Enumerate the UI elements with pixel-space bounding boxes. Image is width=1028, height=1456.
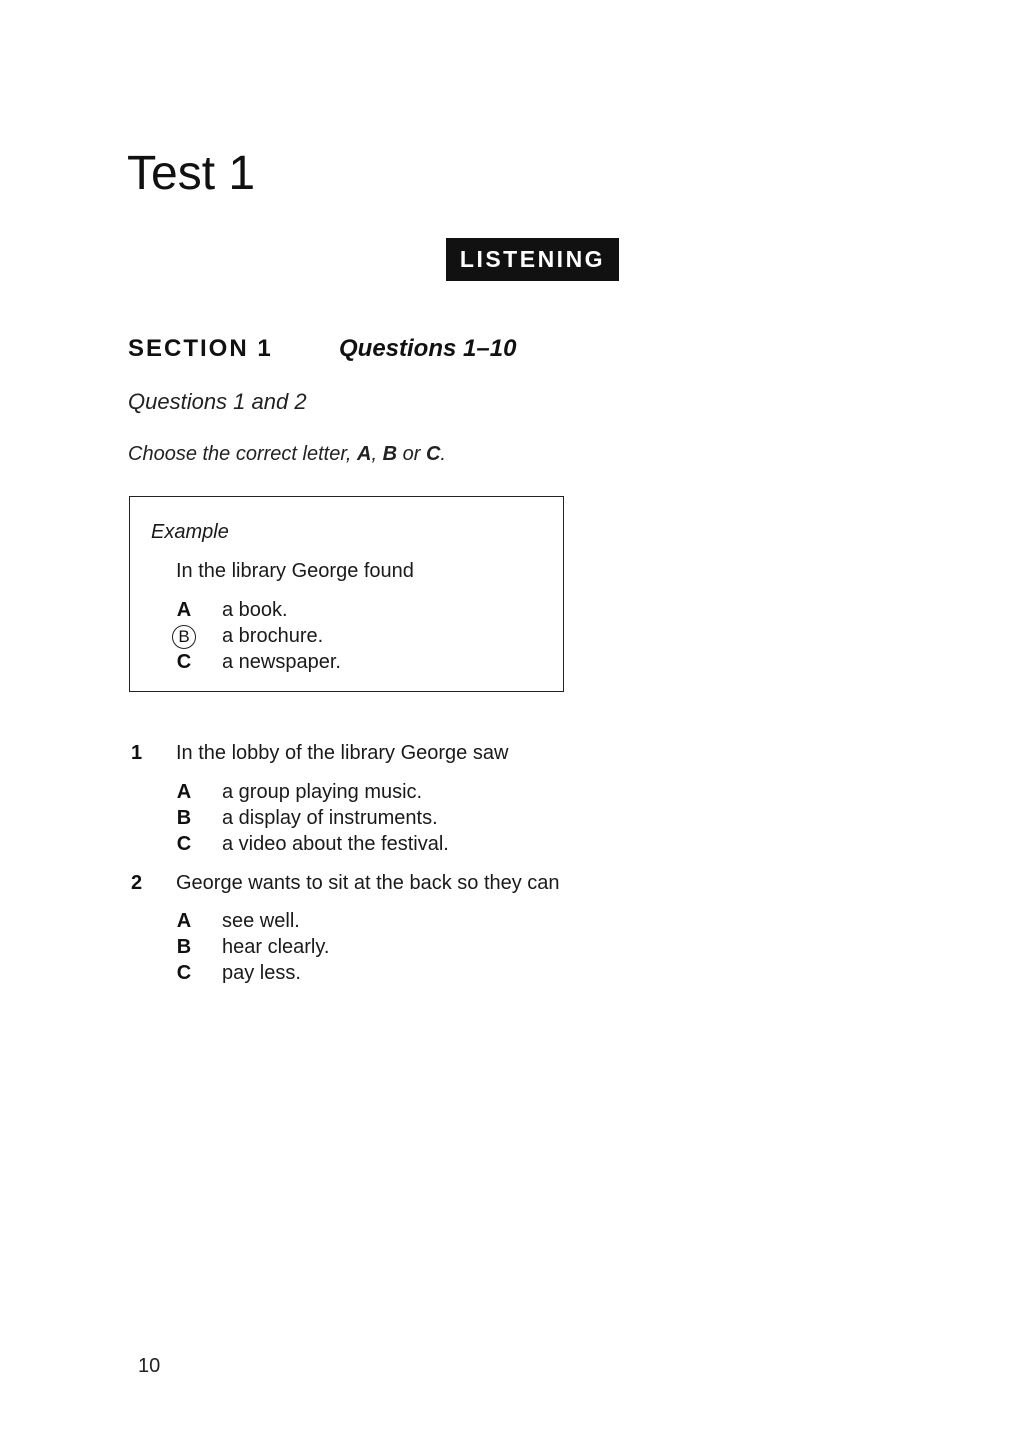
- listening-badge: LISTENING: [446, 238, 619, 281]
- section-question-range: Questions 1–10: [339, 335, 517, 362]
- example-option-text: a brochure.: [222, 625, 324, 647]
- option-letter: A: [176, 910, 192, 932]
- option-text: a display of instruments.: [222, 807, 438, 829]
- example-option-text: a book.: [222, 599, 288, 621]
- example-option-letter-selected: [169, 623, 199, 649]
- instruction-sep: ,: [371, 443, 383, 465]
- circled-answer-icon: B: [172, 625, 196, 649]
- option-letter: B: [176, 807, 192, 829]
- instruction-letter-b: B: [382, 443, 398, 465]
- option-text: a video about the festival.: [222, 833, 449, 855]
- page-title: Test 1: [127, 147, 256, 200]
- page-number: 10: [138, 1355, 161, 1377]
- instruction-end: .: [440, 443, 446, 465]
- example-option-text: a newspaper.: [222, 651, 341, 673]
- instruction-text: [128, 443, 446, 466]
- example-option-letter: A: [176, 599, 192, 621]
- option-letter: C: [176, 833, 192, 855]
- question-group-heading: Questions 1 and 2: [128, 389, 307, 414]
- instruction-prefix: Choose the correct letter,: [128, 443, 358, 465]
- option-letter: C: [176, 962, 192, 984]
- question-stem: George wants to sit at the back so they can: [176, 872, 560, 894]
- example-label: Example: [151, 521, 229, 543]
- instruction-letter-c: C: [425, 443, 441, 465]
- example-option-letter: C: [176, 651, 192, 673]
- question-number: 1: [131, 742, 143, 764]
- option-text: hear clearly.: [222, 936, 330, 958]
- instruction-sep: or: [397, 443, 426, 465]
- option-text: a group playing music.: [222, 781, 423, 803]
- question-stem: In the lobby of the library George saw: [176, 742, 509, 764]
- question-number: 2: [131, 872, 143, 894]
- example-stem: In the library George found: [176, 560, 414, 582]
- option-text: pay less.: [222, 962, 301, 984]
- option-text: see well.: [222, 910, 300, 932]
- option-letter: B: [176, 936, 192, 958]
- option-letter: A: [176, 781, 192, 803]
- instruction-letter-a: A: [357, 443, 372, 465]
- section-heading: SECTION 1: [128, 335, 273, 362]
